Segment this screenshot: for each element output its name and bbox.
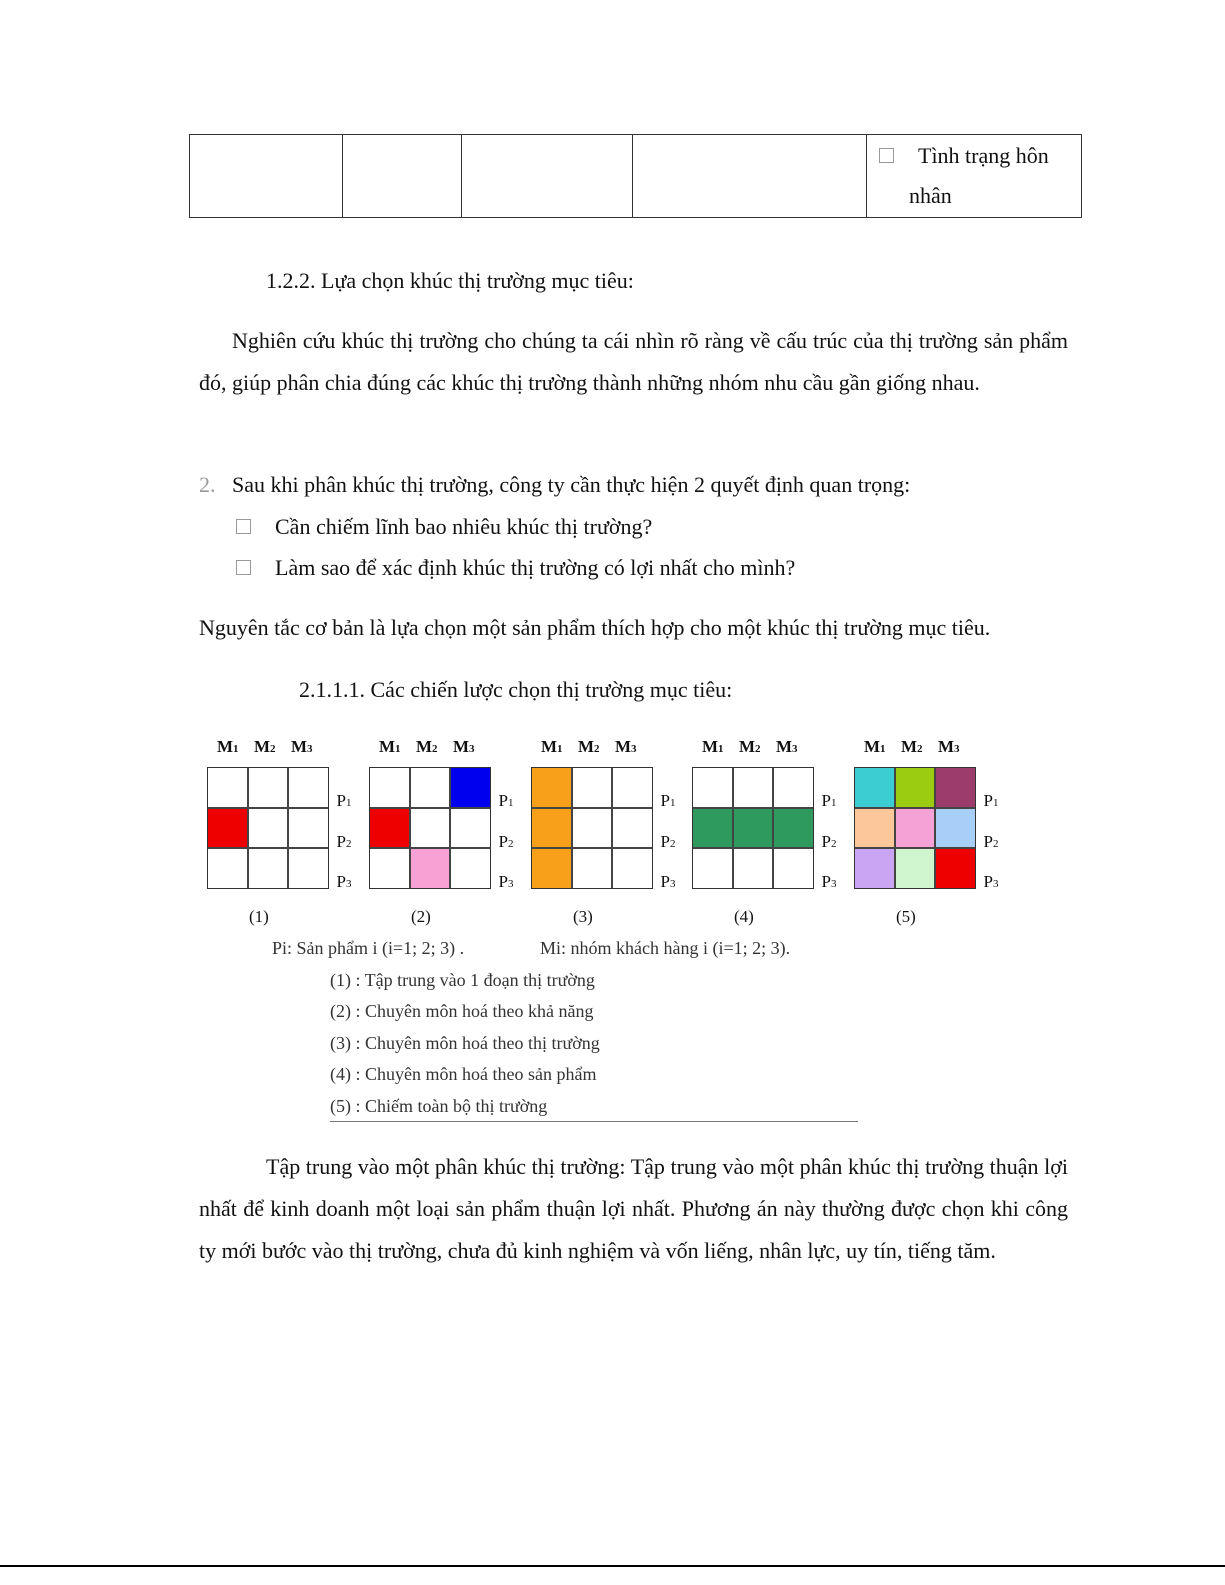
grid-cell	[854, 808, 895, 849]
grid-caption: (2)	[411, 907, 431, 926]
market-letter: M	[739, 737, 756, 756]
grid-cell	[895, 808, 936, 849]
grid-cell	[895, 848, 936, 889]
bullet-item-2	[236, 555, 795, 581]
grid-cell	[369, 808, 410, 849]
market-index: 1	[880, 743, 886, 755]
grid-cell	[531, 848, 572, 889]
grid-cell	[773, 848, 814, 889]
market-letter: M	[578, 737, 595, 756]
checkbox-bullet-icon	[236, 519, 251, 534]
cell-text-line-2: nhân	[909, 183, 952, 208]
legend-products	[272, 938, 464, 960]
grid-caption: (3)	[573, 907, 593, 926]
product-letter: P	[983, 831, 993, 851]
market-letter: M	[291, 737, 308, 756]
grid-cell	[692, 767, 733, 808]
product-index: 3	[669, 878, 676, 890]
table-cell-marital-status	[867, 135, 1082, 218]
grid-cell	[935, 767, 976, 808]
grid-cell	[450, 848, 491, 889]
product-letter: P	[983, 872, 993, 891]
grid-caption: (5)	[896, 907, 916, 926]
product-letter: P	[660, 791, 670, 810]
grid-cell	[692, 848, 733, 889]
grid-cell	[612, 848, 653, 889]
market-index: 2	[917, 743, 923, 755]
market-index: 3	[792, 743, 798, 755]
product-letter: P	[336, 831, 346, 851]
grid-cell	[612, 767, 653, 808]
market-header-m3	[291, 737, 313, 757]
product-index: 2	[507, 837, 514, 850]
product-label-p3	[661, 872, 676, 892]
product-label-p3	[984, 872, 999, 892]
list-number: 2.	[199, 472, 216, 497]
grid-cell	[531, 808, 572, 849]
product-index: 2	[669, 837, 676, 850]
grid-cell	[692, 808, 733, 849]
product-index: 1	[992, 797, 999, 809]
market-index: 2	[432, 743, 438, 755]
product-letter: P	[498, 831, 508, 851]
grid-cell	[773, 767, 814, 808]
grid-cell	[733, 767, 774, 808]
market-header-m3	[615, 737, 637, 757]
market-letter: M	[254, 737, 271, 756]
grid-cell	[531, 767, 572, 808]
product-label-p2	[822, 832, 837, 852]
product-index: 1	[830, 797, 837, 809]
page-bottom-rule	[0, 1565, 1225, 1567]
market-letter: M	[901, 737, 918, 756]
market-header-m3	[938, 737, 960, 757]
product-label-p2	[984, 832, 999, 852]
product-letter: P	[660, 831, 670, 851]
grid-cell	[410, 848, 451, 889]
market-index: 2	[270, 743, 276, 755]
section-heading-2-1-1-1: 2.1.1.1. Các chiến lược chọn thị trường mục tiêu:	[299, 677, 733, 702]
product-letter: P	[821, 791, 831, 810]
product-label-p3	[337, 872, 352, 892]
product-label-p1	[337, 791, 352, 811]
product-index: 2	[992, 837, 999, 850]
product-letter: P	[498, 872, 508, 891]
legend-markets-text: Mi: nhóm khách hàng i (i=1; 2; 3).	[540, 938, 791, 958]
market-index: 3	[631, 743, 637, 755]
grid-cell	[450, 767, 491, 808]
market-letter: M	[453, 737, 470, 756]
product-letter: P	[498, 791, 508, 810]
market-index: 3	[469, 743, 475, 755]
market-header-m1	[864, 737, 886, 757]
grid-cell	[369, 848, 410, 889]
market-letter: M	[379, 737, 396, 756]
market-letter: M	[541, 737, 558, 756]
grid-cell	[572, 808, 613, 849]
market-header-m2	[254, 737, 276, 757]
grid-outline	[531, 767, 653, 889]
market-index: 3	[954, 743, 960, 755]
market-letter: M	[615, 737, 632, 756]
grid-caption: (4)	[734, 907, 754, 926]
product-label-p2	[337, 832, 352, 852]
product-letter: P	[660, 872, 670, 891]
legend-item-5: (5) : Chiếm toàn bộ thị trường	[330, 1096, 548, 1116]
product-letter: P	[336, 872, 346, 891]
market-header-m2	[739, 737, 761, 757]
bullet-item-1	[236, 514, 652, 540]
product-index: 1	[669, 797, 676, 809]
product-letter: P	[821, 831, 831, 851]
checkbox-bullet-icon	[236, 560, 251, 575]
product-index: 3	[830, 878, 837, 890]
grid-cell	[612, 808, 653, 849]
grid-cell	[207, 767, 248, 808]
grid-cell	[288, 808, 329, 849]
market-index: 1	[233, 743, 239, 755]
grid-outline	[854, 767, 976, 889]
product-label-p1	[822, 791, 837, 811]
table-row	[190, 135, 1082, 218]
product-label-p1	[661, 791, 676, 811]
market-header-m1	[217, 737, 239, 757]
product-label-p3	[499, 872, 514, 892]
market-index: 1	[557, 743, 563, 755]
grid-cell	[248, 767, 289, 808]
grid-outline	[369, 767, 491, 889]
grid-cell	[935, 848, 976, 889]
product-index: 1	[345, 797, 352, 809]
legend-item-2: (2) : Chuyên môn hoá theo khả năng	[330, 1001, 594, 1021]
legend-markets	[540, 938, 790, 960]
market-letter: M	[217, 737, 234, 756]
market-letter: M	[776, 737, 793, 756]
product-label-p3	[822, 872, 837, 892]
grid-cell	[369, 767, 410, 808]
product-label-p1	[984, 791, 999, 811]
product-letter: P	[983, 791, 993, 810]
market-index: 1	[718, 743, 724, 755]
market-letter: M	[864, 737, 881, 756]
grid-cell	[410, 767, 451, 808]
table-cell	[462, 135, 633, 218]
grid-cell	[450, 808, 491, 849]
product-index: 1	[507, 797, 514, 809]
legend-underline	[330, 1121, 858, 1122]
product-index: 3	[345, 878, 352, 890]
market-header-m1	[702, 737, 724, 757]
grid-cell	[207, 848, 248, 889]
market-letter: M	[938, 737, 955, 756]
grid-cell	[773, 808, 814, 849]
table-cell	[190, 135, 343, 218]
grid-cell	[854, 848, 895, 889]
grid-outline	[692, 767, 814, 889]
market-index: 2	[755, 743, 761, 755]
product-label-p2	[499, 832, 514, 852]
grid-cell	[733, 808, 774, 849]
grid-cell	[895, 767, 936, 808]
market-index: 2	[594, 743, 600, 755]
top-table-fragment	[189, 134, 1082, 218]
bullet-text: Cần chiếm lĩnh bao nhiêu khúc thị trường?	[275, 514, 653, 539]
checkbox-bullet-icon	[879, 148, 894, 163]
final-paragraph: Tập trung vào một phân khúc thị trường: Tập trung vào một phân khúc thị trường thuận lợi nhất để kinh doanh một loại sản phẩm thuận lợi nhất. Phương án này thường được chọn khi công ty mới bước vào thị trường, chưa đủ kinh nghiệm và vốn liếng, nhân lực, uy tín, tiếng tăm.	[199, 1154, 1068, 1263]
grid-cell	[207, 808, 248, 849]
grid-outline	[207, 767, 329, 889]
market-letter: M	[416, 737, 433, 756]
product-index: 3	[992, 878, 999, 890]
market-header-m1	[379, 737, 401, 757]
product-index: 2	[830, 837, 837, 850]
grid-cell	[410, 808, 451, 849]
grid-cell	[935, 808, 976, 849]
grid-cell	[572, 767, 613, 808]
market-index: 1	[395, 743, 401, 755]
legend-products-text: Pi: Sản phẩm i (i=1; 2; 3) .	[272, 938, 465, 958]
legend-item-4: (4) : Chuyên môn hoá theo sản phẩm	[330, 1064, 597, 1084]
legend-item-3: (3) : Chuyên môn hoá theo thị trường	[330, 1033, 600, 1053]
market-header-m3	[776, 737, 798, 757]
bullet-text: Làm sao để xác định khúc thị trường có lợi nhất cho mình?	[275, 555, 796, 580]
legend-item-1: (1) : Tập trung vào 1 đoạn thị trường	[330, 970, 595, 990]
market-header-m2	[416, 737, 438, 757]
product-label-p2	[661, 832, 676, 852]
grid-cell	[854, 767, 895, 808]
product-label-p1	[499, 791, 514, 811]
market-letter: M	[702, 737, 719, 756]
product-letter: P	[821, 872, 831, 891]
market-index: 3	[307, 743, 313, 755]
grid-cell	[733, 848, 774, 889]
table-cell	[633, 135, 867, 218]
market-header-m1	[541, 737, 563, 757]
list-item-text: Sau khi phân khúc thị trường, công ty cần thực hiện 2 quyết định quan trọng:	[232, 472, 911, 497]
product-letter: P	[336, 791, 346, 810]
market-header-m3	[453, 737, 475, 757]
principle-sentence: Nguyên tắc cơ bản là lựa chọn một sản phẩm thích hợp cho một khúc thị trường mục tiêu.	[199, 615, 991, 640]
grid-cell	[288, 848, 329, 889]
product-index: 3	[507, 878, 514, 890]
section-heading-1-2-2: 1.2.2. Lựa chọn khúc thị trường mục tiêu:	[266, 268, 634, 293]
market-header-m2	[901, 737, 923, 757]
table-cell	[343, 135, 462, 218]
grid-cell	[248, 848, 289, 889]
grid-caption: (1)	[249, 907, 269, 926]
product-index: 2	[345, 837, 352, 850]
grid-cell	[288, 767, 329, 808]
grid-cell	[572, 848, 613, 889]
market-header-m2	[578, 737, 600, 757]
cell-text-line-1: Tình trạng hôn	[918, 143, 1049, 168]
grid-cell	[248, 808, 289, 849]
intro-paragraph: Nghiên cứu khúc thị trường cho chúng ta cái nhìn rõ ràng về cấu trúc của thị trường sản phẩm đó, giúp phân chia đúng các khúc thị trường thành những nhóm nhu cầu gần giống nhau.	[199, 328, 1068, 395]
